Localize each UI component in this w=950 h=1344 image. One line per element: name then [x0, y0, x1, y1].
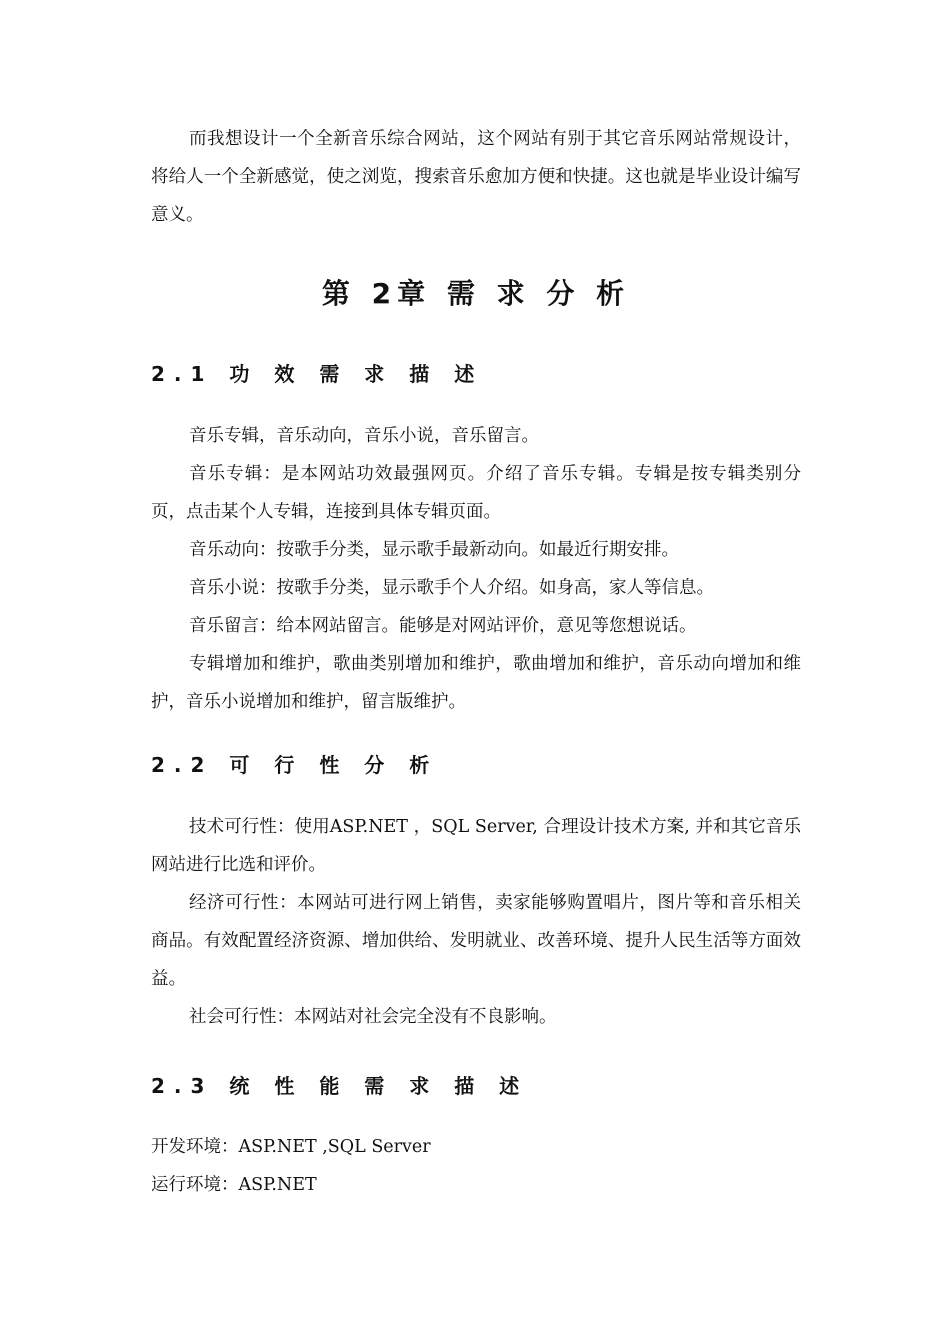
paragraph: 音乐专辑：是本网站功效最强网页。介绍了音乐专辑。专辑是按专辑类别分页，点击某个人专辑，连接到具体专辑页面。 [151, 464, 801, 522]
paragraph: 社会可行性：本网站对社会完全没有不良影响。 [189, 1007, 557, 1027]
chapter-title: 第 2章 需 求 分 析 [321, 277, 631, 310]
paragraph: 音乐专辑，音乐动向，音乐小说，音乐留言。 [189, 426, 539, 446]
paragraph: 经济可行性：本网站可进行网上销售，卖家能够购置唱片，图片等和音乐相关商品。有效配置经济资源、增加供给、发明就业、改善环境、提升人民生活等方面效益。 [151, 893, 801, 989]
paragraph: 运行环境：ASP.NET [151, 1175, 317, 1195]
paragraph: 专辑增加和维护，歌曲类别增加和维护，歌曲增加和维护，音乐动向增加和维护，音乐小说增加和维护，留言版维护。 [151, 654, 801, 712]
section-heading: 2.1 功 效 需 求 描 述 [151, 362, 484, 386]
section-heading: 2.3 统 性 能 需 求 描 述 [151, 1074, 529, 1098]
section-2-3 [151, 1070, 801, 1099]
paragraph: 音乐动向：按歌手分类，显示歌手最新动向。如最近行期安排。 [189, 540, 679, 560]
section-2-1-body [151, 417, 801, 721]
section-2-2-body [151, 808, 801, 1036]
section-heading: 2.2 可 行 性 分 析 [151, 753, 439, 777]
chapter-heading-block [151, 272, 801, 312]
paragraph: 音乐小说：按歌手分类，显示歌手个人介绍。如身高，家人等信息。 [189, 578, 714, 598]
section-2-1 [151, 358, 801, 387]
paragraph: 开发环境：ASP.NET ,SQL Server [151, 1137, 431, 1157]
intro-paragraph: 而我想设计一个全新音乐综合网站，这个网站有别于其它音乐网站常规设计，将给人一个全新感觉，使之浏览，搜索音乐愈加方便和快捷。这也就是毕业设计编写意义。 [151, 129, 801, 225]
section-2-2 [151, 749, 801, 778]
paragraph: 技术可行性：使用ASP.NET ，SQL Server, 合理设计技术方案, 并和其它音乐网站进行比选和评价。 [151, 817, 801, 875]
section-2-3-body [151, 1128, 801, 1204]
paragraph: 音乐留言：给本网站留言。能够是对网站评价，意见等您想说话。 [189, 616, 697, 636]
intro-section [151, 120, 801, 234]
